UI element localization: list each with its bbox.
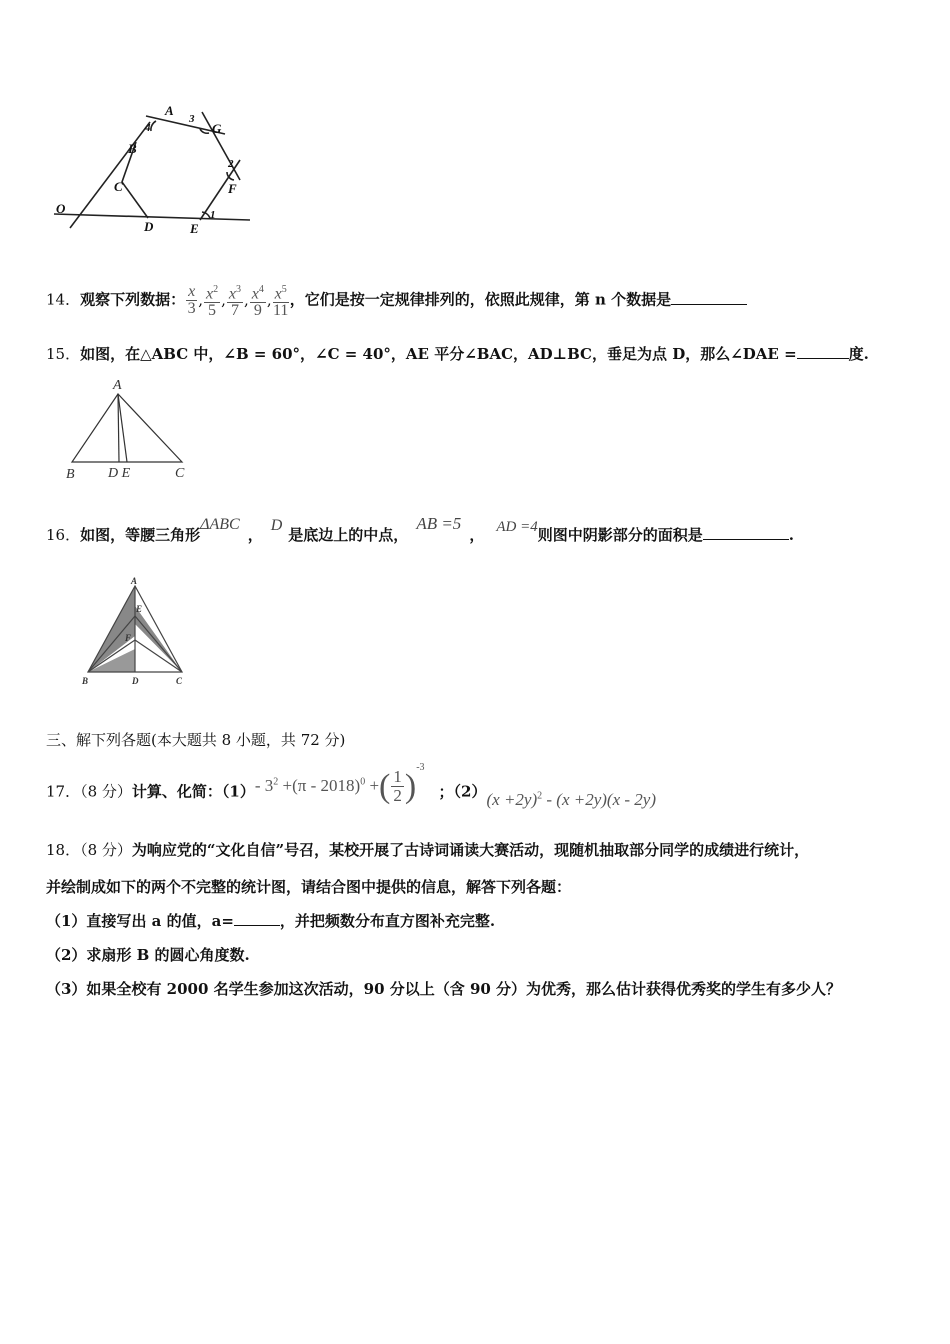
fig16-label-F: F [125,633,132,643]
question-16-mid: 是底边上的中点， [288,526,409,544]
term-exponent: 5 [281,284,287,295]
paren-left: ( [379,767,391,805]
expr1-sup-2: 2 [273,776,279,787]
question-14-number: 14． [46,290,81,309]
fig13-label-A: A [165,103,174,118]
sequence-term-fraction [227,282,243,319]
question-15-number: 15． [46,345,81,363]
answer-blank[interactable] [671,290,747,305]
term-base: x [188,283,196,301]
fig15-label-C: C [175,466,185,481]
term-denominator: 5 [208,302,217,320]
isosceles-shaded-figure [76,574,194,690]
polygon-exterior-angles-figure [50,100,260,240]
shaded-right-upper [135,606,182,672]
answer-blank-a[interactable] [234,911,280,926]
question-17-number: 17． [46,782,81,801]
math-D: D [270,517,283,534]
sub-3-text: （3）如果全校有 2000 名学生参加这次活动，90 分以上（含 90 分）为优秀，那么估计获得优秀奖的学生有多少人？ [46,980,842,998]
term-separator: , [266,290,272,309]
term-numerator [186,284,197,301]
fig13-label-C: C [114,179,123,194]
sequence-term-fraction [273,282,289,319]
fig16-label-A: A [131,576,138,586]
term-base: x [274,285,282,303]
expr1-plus: + [365,775,380,795]
expr1-neg3: - 3 [254,775,274,795]
fig16-label-E: E [136,604,143,614]
term-numerator [273,282,289,303]
question-16-end: . [788,526,794,544]
fig13-label-4: 4 [145,122,151,134]
term-denominator: 7 [230,302,239,320]
question-17-score: （8 分） [80,782,132,801]
question-15-text: 如图，在△ABC 中，∠B = 60°，∠C = 40°，AE 平分∠BAC，AD⊥BC，垂足为点 D，那么∠DAE = [80,345,797,363]
expr1-sup-0: 0 [360,776,366,787]
fig13-label-F: F [228,181,237,196]
fig15-label-B: B [66,467,75,482]
question-16-lead: 如图，等腰三角形 [80,526,201,544]
term-separator: , [244,290,249,309]
expression-1 [254,762,425,806]
line-OA [70,122,150,228]
answer-blank[interactable] [797,344,849,359]
question-17-lead: 计算、化简： [131,782,222,801]
expression-2 [486,790,656,809]
part-2-label: （2） [453,782,487,801]
term-exponent: 2 [213,284,219,295]
fig13-label-2: 2 [228,158,234,170]
section-3-heading [46,729,345,751]
expr2-square-term: (x +2y) [486,789,538,809]
fig15-label-A: A [113,378,122,393]
term-base: x [206,285,214,303]
expr2-product-term: - (x +2y)(x - 2y) [542,789,656,809]
sub-2-text: （2）求扇形 B 的圆心角度数. [46,946,250,964]
expr1-sup-neg3: -3 [416,762,425,773]
question-18-line-2 [46,876,571,898]
triangle-ABC [72,394,182,462]
question-16-tail: 则图中阴影部分的面积是 [537,526,703,544]
section-3-title: 三、解下列各题(本大题共 8 小题，共 72 分) [46,731,346,749]
term-base: x [251,285,259,303]
fraction-one-half [391,768,404,805]
term-separator: , [221,290,226,309]
term-numerator [250,282,266,303]
sub-1-text-a: （1）直接写出 a 的值，a= [46,912,234,930]
sequence-term-fraction [204,282,220,319]
fig13-label-E: E [190,221,199,236]
question-16 [46,514,794,547]
line-CE [135,616,182,672]
comma: ， [469,526,485,544]
question-18-text-2: 并绘制成如下的两个不完整的统计图，请结合图中提供的信息，解答下列各题： [46,878,572,896]
fig13-label-3: 3 [189,113,195,125]
question-14-tail: ，它们是按一定规律排列的，依照此规律，第 n 个数据是 [289,290,672,309]
math-triangle-abc: ΔABC [200,516,240,533]
expr2-sup-2: 2 [537,790,543,801]
part-1-label: （1） [221,782,255,801]
term-separator: , [198,290,203,309]
term-denominator: 3 [187,300,196,318]
sequence-term-fraction [186,284,197,317]
comma: ， [247,526,263,544]
question-18-score: （8 分） [80,841,132,859]
math-AD-eq-4: AD =4 [496,519,538,535]
sequence-term-fraction [250,282,266,319]
fig16-label-C: C [176,676,183,686]
fig13-label-O: O [56,201,66,216]
fraction-numerator: 1 [393,767,402,787]
question-18-sub-2 [46,944,250,966]
question-15 [46,343,869,365]
answer-blank[interactable] [703,525,789,540]
term-denominator: 11 [273,302,289,320]
triangle-abc-figure [62,376,197,484]
question-18-sub-1 [46,910,495,932]
expr1-pi-term: +(π - 2018) [278,775,361,795]
term-numerator [227,282,243,303]
fig16-label-D: D [132,676,139,686]
question-14 [46,282,747,319]
sub-1-text-b: ，并把频数分布直方图补充完整. [279,912,496,930]
fig13-label-D: D [144,219,154,234]
semicolon: ； [438,782,454,801]
term-denominator: 9 [253,302,262,320]
question-18-line-1 [46,839,809,861]
question-14-lead: 观察下列数据： [80,290,186,309]
math-AB-eq-5: AB =5 [416,514,462,533]
question-15-tail: 度. [848,345,869,363]
term-exponent: 4 [258,284,264,295]
fig16-label-B: B [82,676,89,686]
question-16-number: 16． [46,526,81,544]
term-base: x [228,285,236,303]
angle-4-arc [151,121,156,131]
question-18-number: 18． [46,841,81,859]
fraction-denominator: 2 [393,786,402,806]
question-17 [46,762,656,813]
fig13-label-G: G [212,121,222,136]
paren-right: ) [404,767,417,805]
fig15-label-DE: D E [108,466,131,481]
fig13-label-B: B [128,141,137,156]
term-numerator [204,282,220,303]
sequence-terms [185,283,290,320]
question-18-text-1: 为响应党的“文化自信”号召，某校开展了古诗词诵读大赛活动，现随机抽取部分同学的成绩进行统计， [131,841,810,859]
fig13-label-1: 1 [210,209,216,221]
question-18-sub-3 [46,978,841,1000]
term-exponent: 3 [236,284,241,295]
